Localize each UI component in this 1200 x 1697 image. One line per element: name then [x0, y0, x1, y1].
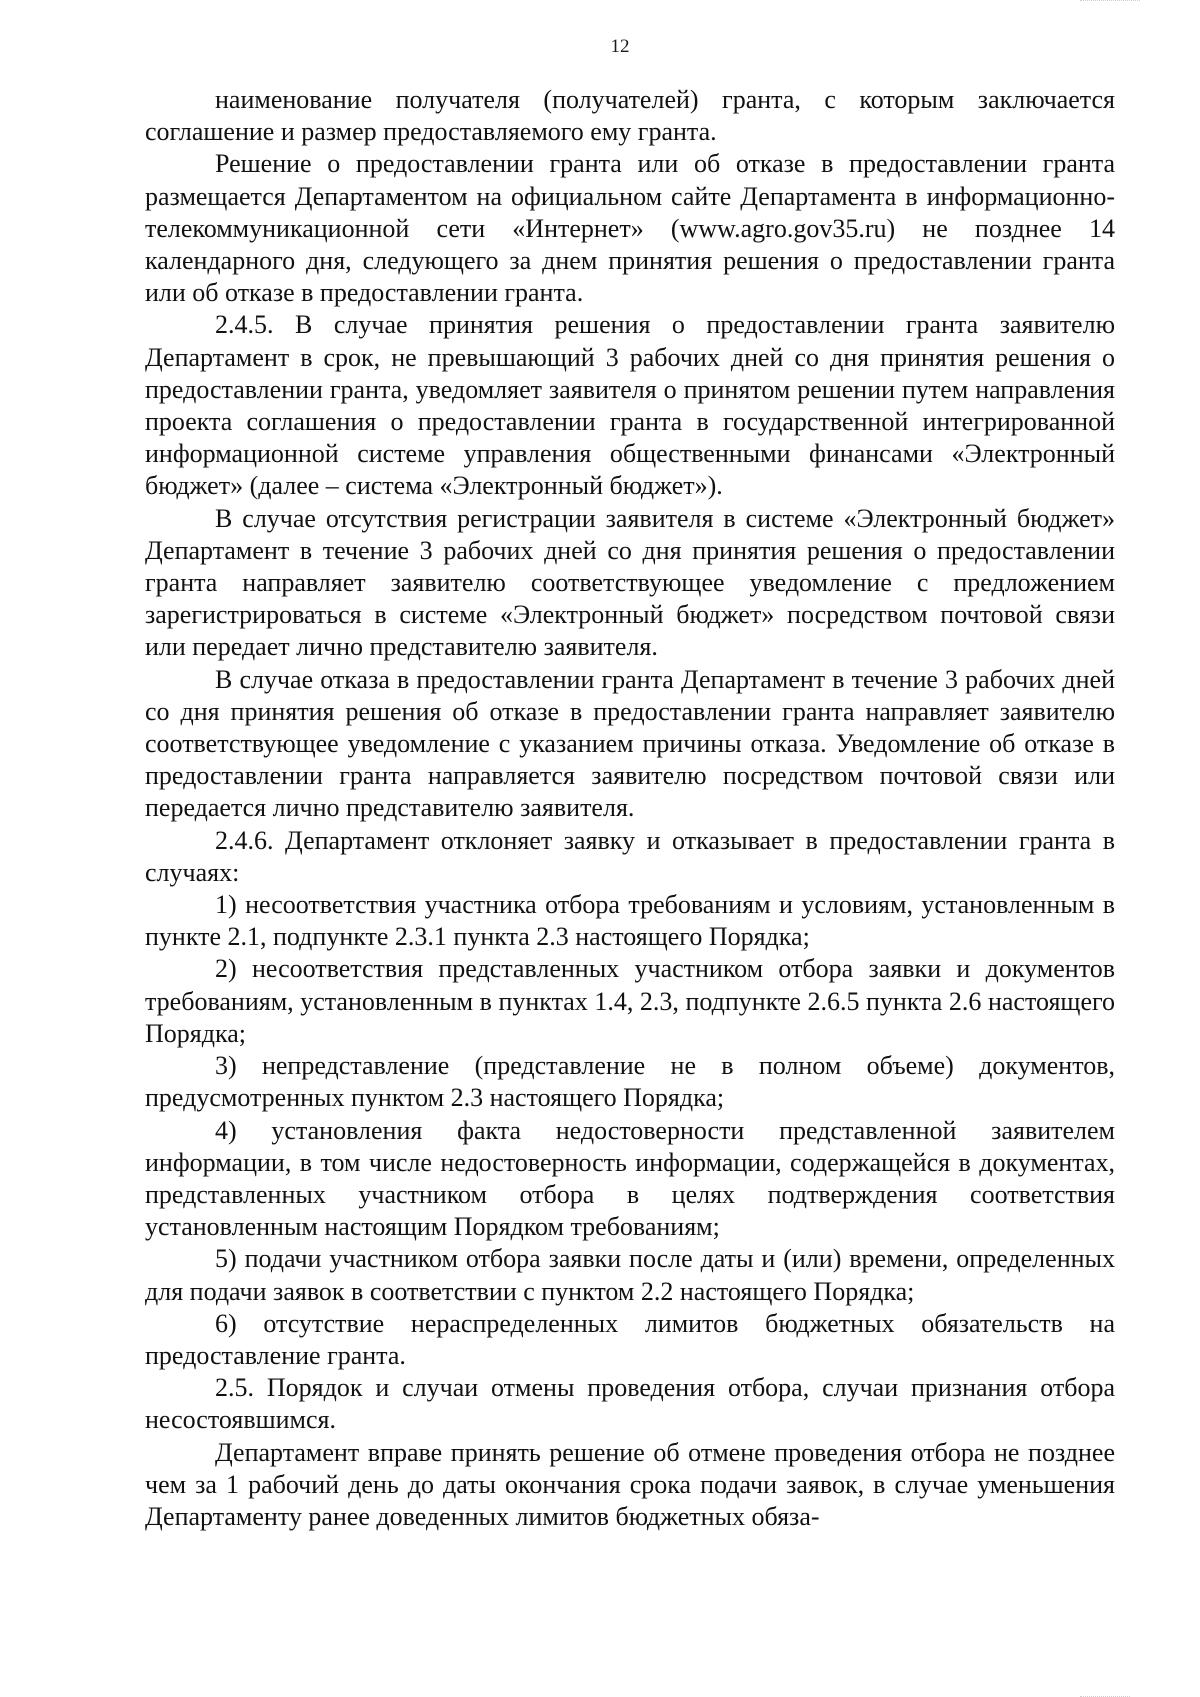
list-item-2: 2) несоответствия представленных участником отбора заявки и документов требованиям, установленным в пунктах 1.4, 2.3, подпункте 2.6.5 пункта 2.6 настоящего Порядка;: [145, 954, 1115, 1048]
paragraph-cancellation: Департамент вправе принять решение об отмене проведения отбора не позднее чем за 1 рабочий день до даты окончания срока подачи заявок, в случае уменьшения Департаменту ранее доведенных лимитов бюджетных обяза-: [145, 1437, 1115, 1531]
list-item-3: 3) непредставление (представление не в полном объеме) документов, предусмотренных пунктом 2.3 настоящего Порядка;: [145, 1051, 1115, 1113]
list-item-5: 5) подачи участником отбора заявки после даты и (или) времени, определенных для подачи заявок в соответствии с пунктом 2.2 настоящего Порядка;: [145, 1244, 1115, 1306]
paragraph-recipient-name: наименование получателя (получателей) гранта, с которым заключается соглашение и размер предоставляемого ему гранта.: [145, 85, 1115, 147]
list-item-6: 6) отсутствие нераспределенных лимитов бюджетных обязательств на предоставление гранта.: [145, 1308, 1115, 1370]
document-body: [145, 84, 1115, 1533]
paragraph-2-4-6: 2.4.6. Департамент отклоняет заявку и отказывает в предоставлении гранта в случаях:: [145, 825, 1115, 887]
paragraph-no-registration: В случае отсутствия регистрации заявителя в системе «Электронный бюджет» Департамент в течение 3 рабочих дней со дня принятия решения о предоставлении гранта направляет заявителю соответствующее уведомление с предложением зарегистрироваться в системе «Электронный бюджет» посредством почтовой связи или передает лично представителю заявителя.: [145, 503, 1115, 662]
scan-edge-mark-bottom: [1080, 1690, 1130, 1697]
list-item-1: 1) несоответствия участника отбора требованиям и условиям, установленным в пункте 2.1, подпункте 2.3.1 пункта 2.3 настоящего Порядка;: [145, 890, 1115, 952]
paragraph-2-5-heading: 2.5. Порядок и случаи отмены проведения отбора, случаи признания отбора несостоявшимся.: [145, 1373, 1115, 1435]
paragraph-2-4-5: 2.4.5. В случае принятия решения о предоставлении гранта заявителю Департамент в срок, не превышающий 3 рабочих дней со дня принятия решения о предоставлении гранта, уведомляет заявителя о принятом решении путем направления проекта соглашения о предоставлении гранта в государственной интегрированной информационной системе управления общественными финансами «Электронный бюджет» (далее – система «Электронный бюджет»).: [145, 310, 1115, 501]
paragraph-refusal-notice: В случае отказа в предоставлении гранта Департамент в течение 3 рабочих дней со дня принятия решения об отказе в предоставлении гранта направляет заявителю соответствующее уведомление с указанием причины отказа. Уведомление об отказе в предоставлении гранта направляется заявителю посредством почтовой связи или передается лично представителю заявителя.: [145, 664, 1115, 823]
page-number: 12: [610, 36, 630, 57]
paragraph-decision-publication: Решение о предоставлении гранта или об отказе в предоставлении гранта размещается Департаментом на официальном сайте Департамента в информационно-телекоммуникационной сети «Интернет» (www.agro.gov35.ru) не позднее 14 календарного дня, следующего за днем принятия решения о предоставлении гранта или об отказе в предоставлении гранта.: [145, 149, 1115, 308]
list-item-4: 4) установления факта недостоверности представленной заявителем информации, в том числе недостоверность информации, содержащейся в документах, представленных участником отбора в целях подтверждения соответствия установленным настоящим Порядком требованиям;: [145, 1115, 1115, 1242]
scan-edge-mark-top: [1080, 0, 1140, 7]
